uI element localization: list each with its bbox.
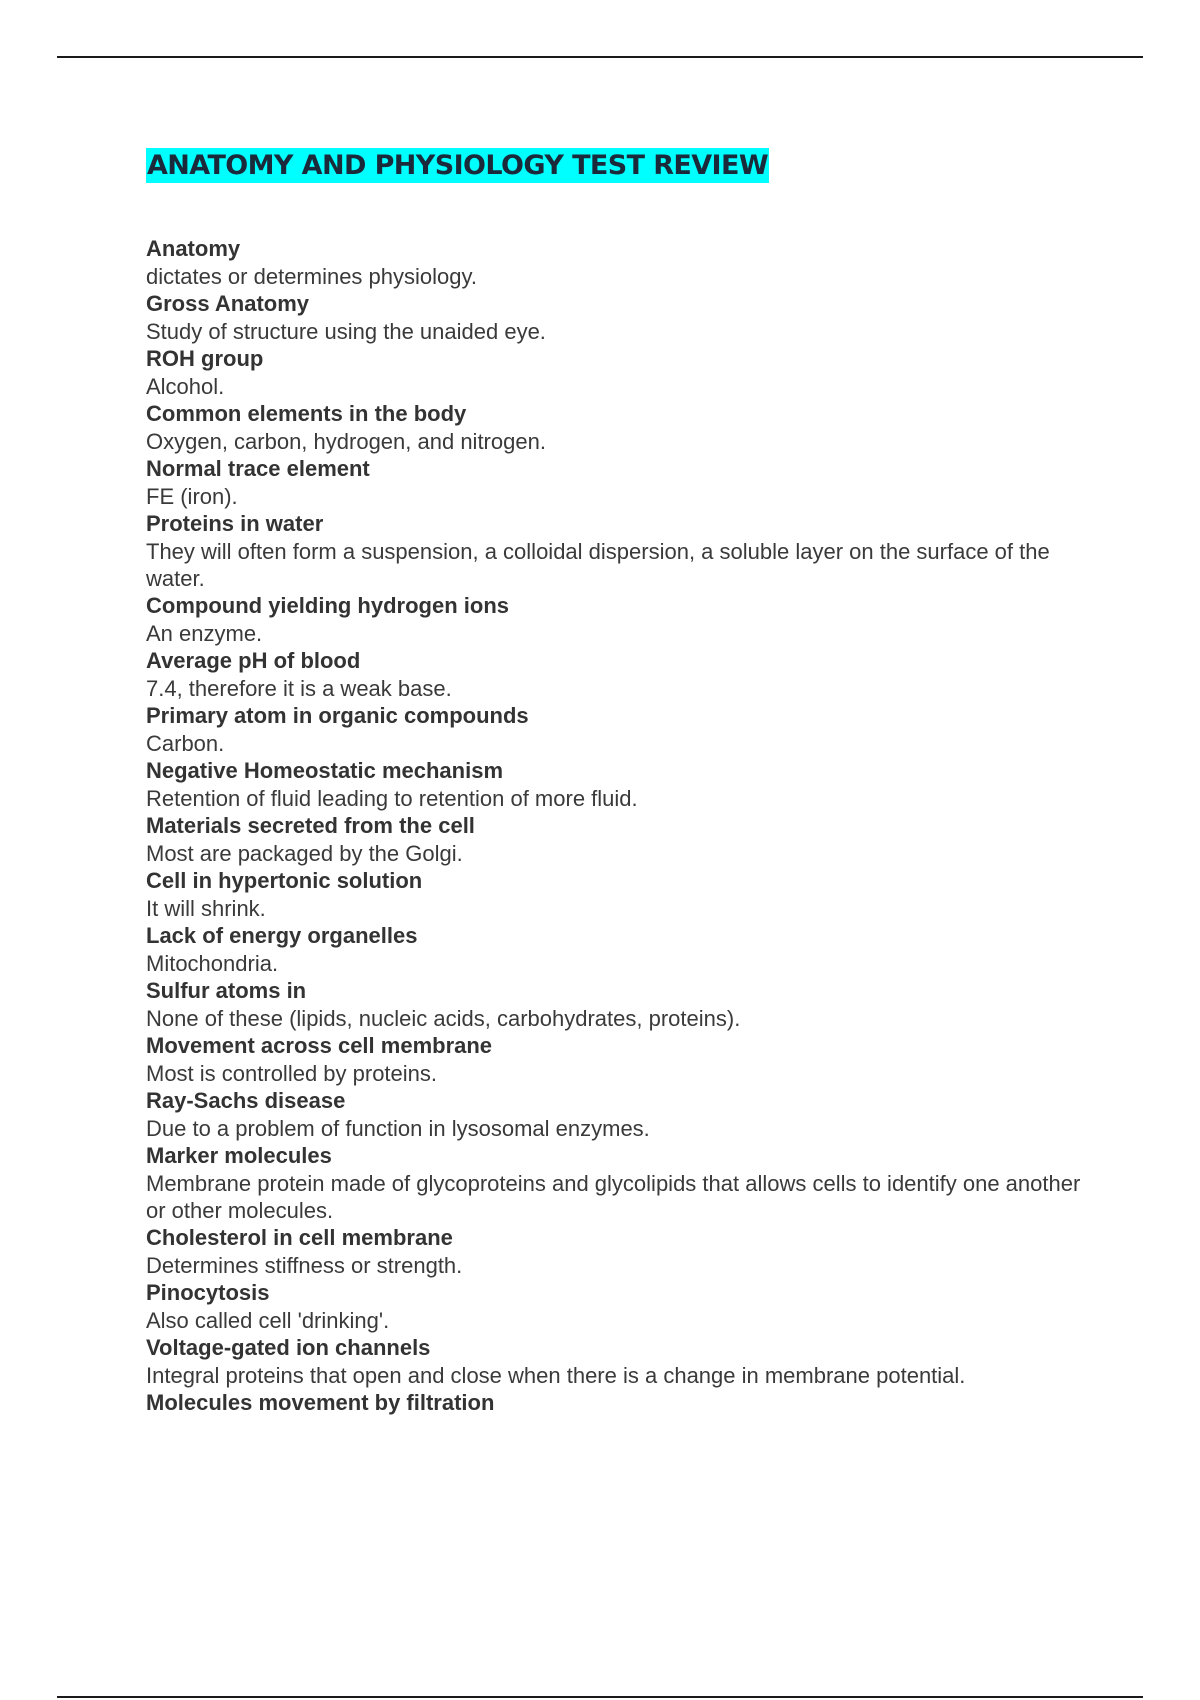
review-entry: [146, 345, 1096, 400]
document-title: [146, 144, 769, 187]
entry-definition: Determines stiffness or strength.: [146, 1253, 463, 1278]
review-entry: [146, 1087, 1096, 1142]
review-entry: [146, 1224, 1096, 1279]
entry-term: Normal trace element: [146, 456, 370, 481]
review-entry: [146, 400, 1096, 455]
entry-term: Cell in hypertonic solution: [146, 868, 423, 893]
entry-term: Average pH of blood: [146, 648, 361, 673]
entry-definition: They will often form a suspension, a colloidal dispersion, a soluble layer on the surface of the water.: [146, 539, 1050, 591]
review-entry: [146, 290, 1096, 345]
review-entry: [146, 647, 1096, 702]
entry-definition: dictates or determines physiology.: [146, 264, 477, 289]
entry-definition: Integral proteins that open and close when there is a change in membrane potential.: [146, 1363, 966, 1388]
entry-definition: FE (iron).: [146, 484, 238, 509]
review-entry: [146, 1032, 1096, 1087]
entry-definition: Most are packaged by the Golgi.: [146, 841, 463, 866]
entry-definition: Study of structure using the unaided eye.: [146, 319, 546, 344]
entry-term: Ray-Sachs disease: [146, 1088, 346, 1113]
review-entries: [146, 235, 1096, 1417]
entry-term: Negative Homeostatic mechanism: [146, 758, 504, 783]
review-entry: [146, 1334, 1096, 1389]
entry-term: Marker molecules: [146, 1143, 332, 1168]
entry-definition: 7.4, therefore it is a weak base.: [146, 676, 452, 701]
review-entry: [146, 867, 1096, 922]
review-entry: [146, 812, 1096, 867]
review-entry: [146, 977, 1096, 1032]
entry-term: Primary atom in organic compounds: [146, 703, 529, 728]
entry-term: Movement across cell membrane: [146, 1033, 493, 1058]
entry-definition: Due to a problem of function in lysosomal enzymes.: [146, 1116, 650, 1141]
review-entry: [146, 1279, 1096, 1334]
entry-definition: Also called cell 'drinking'.: [146, 1308, 390, 1333]
entry-term: Molecules movement by filtration: [146, 1390, 495, 1415]
review-entry: [146, 235, 1096, 290]
entry-definition: Oxygen, carbon, hydrogen, and nitrogen.: [146, 429, 546, 454]
entry-term: Common elements in the body: [146, 401, 467, 426]
entry-term: Lack of energy organelles: [146, 923, 418, 948]
entry-definition: Carbon.: [146, 731, 225, 756]
title-highlight: ANATOMY AND PHYSIOLOGY TEST REVIEW: [147, 150, 769, 181]
entry-term: Sulfur atoms in: [146, 978, 307, 1003]
header-rule: [57, 56, 1143, 58]
entry-term: Compound yielding hydrogen ions: [146, 593, 509, 618]
entry-definition: Retention of fluid leading to retention of more fluid.: [146, 786, 638, 811]
entry-definition: It will shrink.: [146, 896, 266, 921]
entry-term: Cholesterol in cell membrane: [146, 1225, 453, 1250]
entry-term: Materials secreted from the cell: [146, 813, 475, 838]
review-entry: [146, 1142, 1096, 1224]
entry-definition: Mitochondria.: [146, 951, 279, 976]
entry-term: Voltage-gated ion channels: [146, 1335, 431, 1360]
entry-term: ROH group: [146, 346, 264, 371]
entry-definition: Membrane protein made of glycoproteins and glycolipids that allows cells to identify one another or other molecules.: [146, 1171, 1081, 1223]
entry-term: Anatomy: [146, 236, 241, 261]
entry-definition: Most is controlled by proteins.: [146, 1061, 438, 1086]
footer-rule: [57, 1696, 1143, 1698]
review-entry: [146, 757, 1096, 812]
entry-definition: None of these (lipids, nucleic acids, carbohydrates, proteins).: [146, 1006, 741, 1031]
review-entry: [146, 1389, 1096, 1417]
review-entry: [146, 702, 1096, 757]
review-entry: [146, 455, 1096, 510]
review-entry: [146, 510, 1096, 592]
review-entry: [146, 922, 1096, 977]
entry-definition: An enzyme.: [146, 621, 263, 646]
entry-term: Gross Anatomy: [146, 291, 310, 316]
review-entry: [146, 592, 1096, 647]
document-body: [146, 144, 1096, 1417]
entry-term: Proteins in water: [146, 511, 324, 536]
entry-definition: Alcohol.: [146, 374, 225, 399]
entry-term: Pinocytosis: [146, 1280, 270, 1305]
